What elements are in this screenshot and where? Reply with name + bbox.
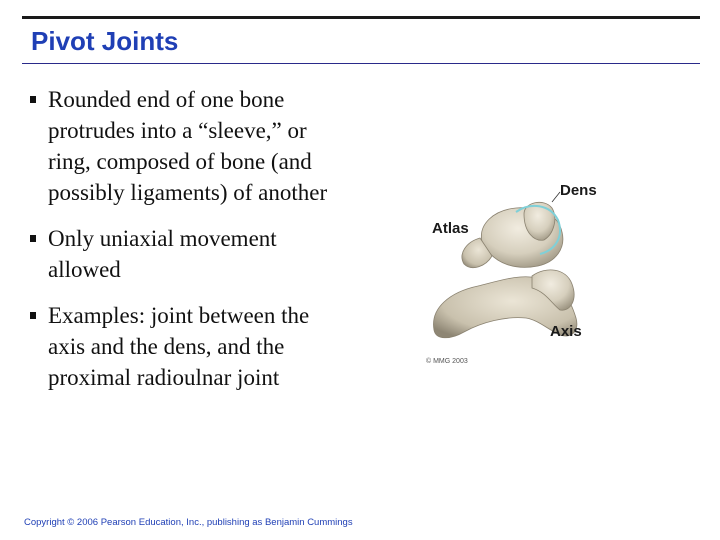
- square-bullet-icon: [30, 235, 36, 242]
- dens-label: Dens: [560, 182, 597, 199]
- atlas-label: Atlas: [432, 220, 469, 237]
- dens-pointer: [552, 192, 560, 202]
- footer-copyright: Copyright © 2006 Pearson Education, Inc., publishing as Benjamin Cummings: [24, 517, 353, 528]
- vertebrae-illustration: [420, 180, 620, 370]
- pivot-joint-figure: [420, 180, 620, 370]
- top-rule: [22, 16, 700, 19]
- bullet-item: [30, 223, 350, 285]
- bullet-text: Examples: joint between the axis and the dens, and the proximal radioulnar joint: [48, 303, 310, 390]
- bullet-list: [30, 84, 350, 408]
- bullet-item: [30, 84, 350, 208]
- slide-title: Pivot Joints: [31, 26, 179, 56]
- bullet-text: Rounded end of one bone protrudes into a “sleeve,” or ring, composed of bone (and possibly ligaments) of another: [48, 87, 328, 205]
- title-underline: [22, 63, 700, 64]
- bullet-text: Only uniaxial movement allowed: [48, 226, 277, 282]
- bullet-item: [30, 300, 350, 393]
- figure-copyright: © MMG 2003: [426, 358, 468, 365]
- square-bullet-icon: [30, 96, 36, 103]
- square-bullet-icon: [30, 312, 36, 319]
- axis-label: Axis: [550, 323, 582, 340]
